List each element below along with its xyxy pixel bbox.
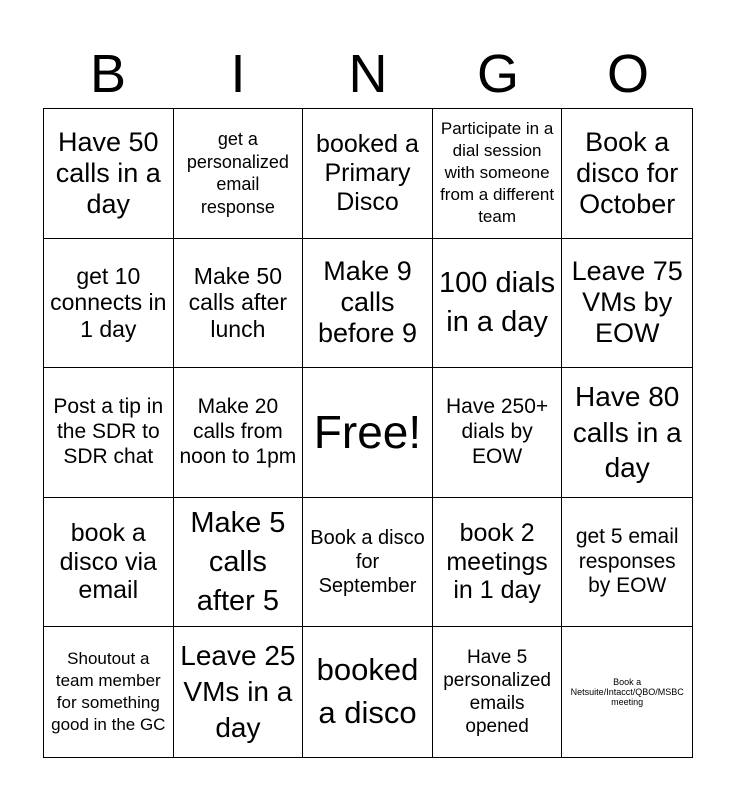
bingo-cell[interactable]: Make 50 calls after lunch xyxy=(174,239,304,369)
bingo-cell[interactable]: Make 5 calls after 5 xyxy=(174,498,304,628)
bingo-cell[interactable]: Make 20 calls from noon to 1pm xyxy=(174,368,304,498)
bingo-cell[interactable]: booked a disco xyxy=(303,627,433,757)
bingo-cell[interactable]: get a personalized email response xyxy=(174,109,304,239)
bingo-cell[interactable]: book 2 meetings in 1 day xyxy=(433,498,563,628)
bingo-cell[interactable]: 100 dials in a day xyxy=(433,239,563,369)
header-letter-n: N xyxy=(348,44,388,104)
bingo-header xyxy=(43,40,693,108)
bingo-cell[interactable]: get 5 email responses by EOW xyxy=(562,498,692,628)
bingo-cell[interactable]: Shoutout a team member for something good in the GC xyxy=(44,627,174,757)
bingo-cell[interactable]: Have 5 personalized emails opened xyxy=(433,627,563,757)
header-letter-i: I xyxy=(230,44,246,104)
bingo-cell[interactable]: Have 250+ dials by EOW xyxy=(433,368,563,498)
bingo-cell[interactable]: Have 50 calls in a day xyxy=(44,109,174,239)
bingo-cell[interactable]: Leave 25 VMs in a day xyxy=(174,627,304,757)
bingo-cell[interactable]: book a disco via email xyxy=(44,498,174,628)
free-space[interactable]: Free! xyxy=(303,368,433,498)
header-letter-o: O xyxy=(606,44,649,104)
bingo-cell[interactable]: Participate in a dial session with someone from a different team xyxy=(433,109,563,239)
bingo-cell[interactable]: Leave 75 VMs by EOW xyxy=(562,239,692,369)
bingo-cell[interactable]: Make 9 calls before 9 xyxy=(303,239,433,369)
bingo-cell[interactable]: booked a Primary Disco xyxy=(303,109,433,239)
bingo-cell[interactable]: Book a disco for October xyxy=(562,109,692,239)
header-letter-g: G xyxy=(476,44,519,104)
bingo-cell[interactable]: Book a disco for September xyxy=(303,498,433,628)
header-letter-b: B xyxy=(89,44,127,104)
bingo-cell[interactable]: Have 80 calls in a day xyxy=(562,368,692,498)
bingo-cell[interactable]: get 10 connects in 1 day xyxy=(44,239,174,369)
bingo-board xyxy=(43,108,693,758)
bingo-cell[interactable]: Book a Netsuite/Intacct/QBO/MSBC meeting xyxy=(570,676,684,708)
bingo-cell[interactable]: Post a tip in the SDR to SDR chat xyxy=(44,368,174,498)
